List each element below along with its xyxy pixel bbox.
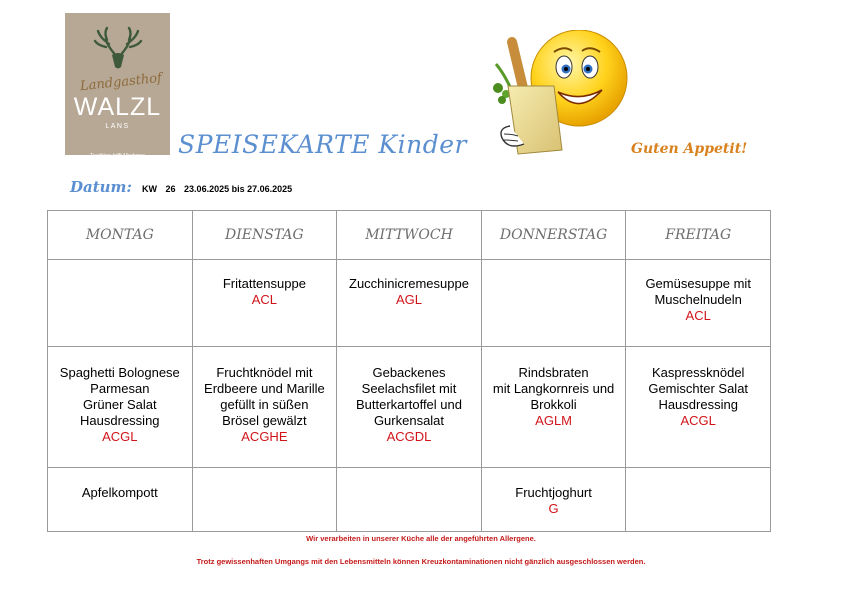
dish-line: Erdbeere und Marille <box>204 381 325 396</box>
menu-cell-thursday <box>481 260 626 347</box>
allergen-code: ACGL <box>680 413 716 428</box>
allergen-code: ACGL <box>102 429 138 444</box>
allergen-note: Wir verarbeiten in unserer Küche alle der angeführten Allergene. <box>306 534 536 543</box>
menu-cell-monday <box>48 468 193 532</box>
contamination-note: Trotz gewissenhaften Umgangs mit den Lebensmitteln können Kreuzkontaminationen nicht gänzlich ausgeschlossen werden. <box>196 557 646 566</box>
dish-line: Grüner Salat <box>82 397 157 412</box>
dish-line: Hausdressing <box>80 413 160 428</box>
day-header-monday: MONTAG <box>48 211 193 260</box>
menu-cell-monday <box>48 260 193 347</box>
dish-line: Gebackenes <box>372 365 446 380</box>
menu-cell-wednesday <box>337 260 482 347</box>
dish-line: Fritattensuppe <box>222 276 306 291</box>
day-header-friday: FREITAG <box>626 211 771 260</box>
dish-line: Seelachsfilet mit <box>361 381 457 396</box>
dish-line: mit Langkornreis und <box>492 381 615 396</box>
dish-line: gefüllt in süßen <box>220 397 309 412</box>
dish-line: Gemüsesuppe mit <box>645 276 751 291</box>
allergen-code: AGLM <box>535 413 572 428</box>
smiley-grocery-bag-icon <box>484 30 634 158</box>
dish-line: Brösel gewälzt <box>222 413 307 428</box>
menu-cell-friday <box>626 468 771 532</box>
dish-line: Zucchinicremesuppe <box>349 276 469 291</box>
allergen-code: G <box>548 501 559 516</box>
menu-cell-tuesday <box>192 260 337 347</box>
dish-line: Muschelnudeln <box>654 292 742 307</box>
greeting-text: Guten Appetit! <box>631 141 748 157</box>
menu-cell-friday <box>626 260 771 347</box>
dish-line: Spaghetti Bolognese <box>59 365 180 380</box>
dish-line: Gurkensalat <box>373 413 445 428</box>
menu-cell-wednesday <box>337 468 482 532</box>
date-range: 23.06.2025 bis 27.06.2025 <box>184 184 293 194</box>
allergen-code: ACL <box>251 292 278 307</box>
allergen-code: AGL <box>395 292 422 307</box>
dish-line: Kaspressknödel <box>651 365 745 380</box>
dish-line: Gemischter Salat <box>648 381 749 396</box>
main-course-row <box>48 347 771 468</box>
logo-tagline: Tradition trifft Moderne <box>89 153 146 159</box>
dish-line: Parmesan <box>90 381 150 396</box>
allergen-code: ACGDL <box>386 429 432 444</box>
menu-cell-tuesday <box>192 468 337 532</box>
day-header-thursday: DONNERSTAG <box>481 211 626 260</box>
allergen-code: ACL <box>685 308 711 323</box>
dish-line: Hausdressing <box>658 397 738 412</box>
dish-line: Fruchtjoghurt <box>515 485 592 500</box>
day-header-tuesday: DIENSTAG <box>192 211 337 260</box>
dessert-row <box>48 468 771 532</box>
menu-cell-thursday <box>481 468 626 532</box>
logo-name: WALZL <box>73 93 162 121</box>
menu-cell-monday <box>48 347 193 468</box>
day-header-row <box>48 211 771 260</box>
menu-cell-thursday <box>481 347 626 468</box>
dish-line: Brokkoli <box>530 397 577 412</box>
day-header-wednesday: MITTWOCH <box>337 211 482 260</box>
allergen-code: ACGHE <box>241 429 288 444</box>
logo-place: LANS <box>105 123 130 130</box>
dish-line: Fruchtknödel mit <box>216 365 313 380</box>
menu-table <box>47 210 771 532</box>
dish-line: Apfelkompott <box>81 485 158 500</box>
menu-cell-wednesday <box>337 347 482 468</box>
menu-cell-tuesday <box>192 347 337 468</box>
page-title: SPEISEKARTE Kinder <box>178 130 467 159</box>
menu-cell-friday <box>626 347 771 468</box>
soup-row <box>48 260 771 347</box>
dish-line: Rindsbraten <box>518 365 589 380</box>
week-info <box>142 184 298 194</box>
week-number: 26 <box>165 184 176 194</box>
logo-script-text: Landgasthof <box>79 70 163 95</box>
dish-line: Butterkartoffel und <box>355 397 462 412</box>
date-label: Datum: <box>70 178 132 196</box>
week-label: KW <box>142 184 157 194</box>
restaurant-logo <box>65 13 170 159</box>
